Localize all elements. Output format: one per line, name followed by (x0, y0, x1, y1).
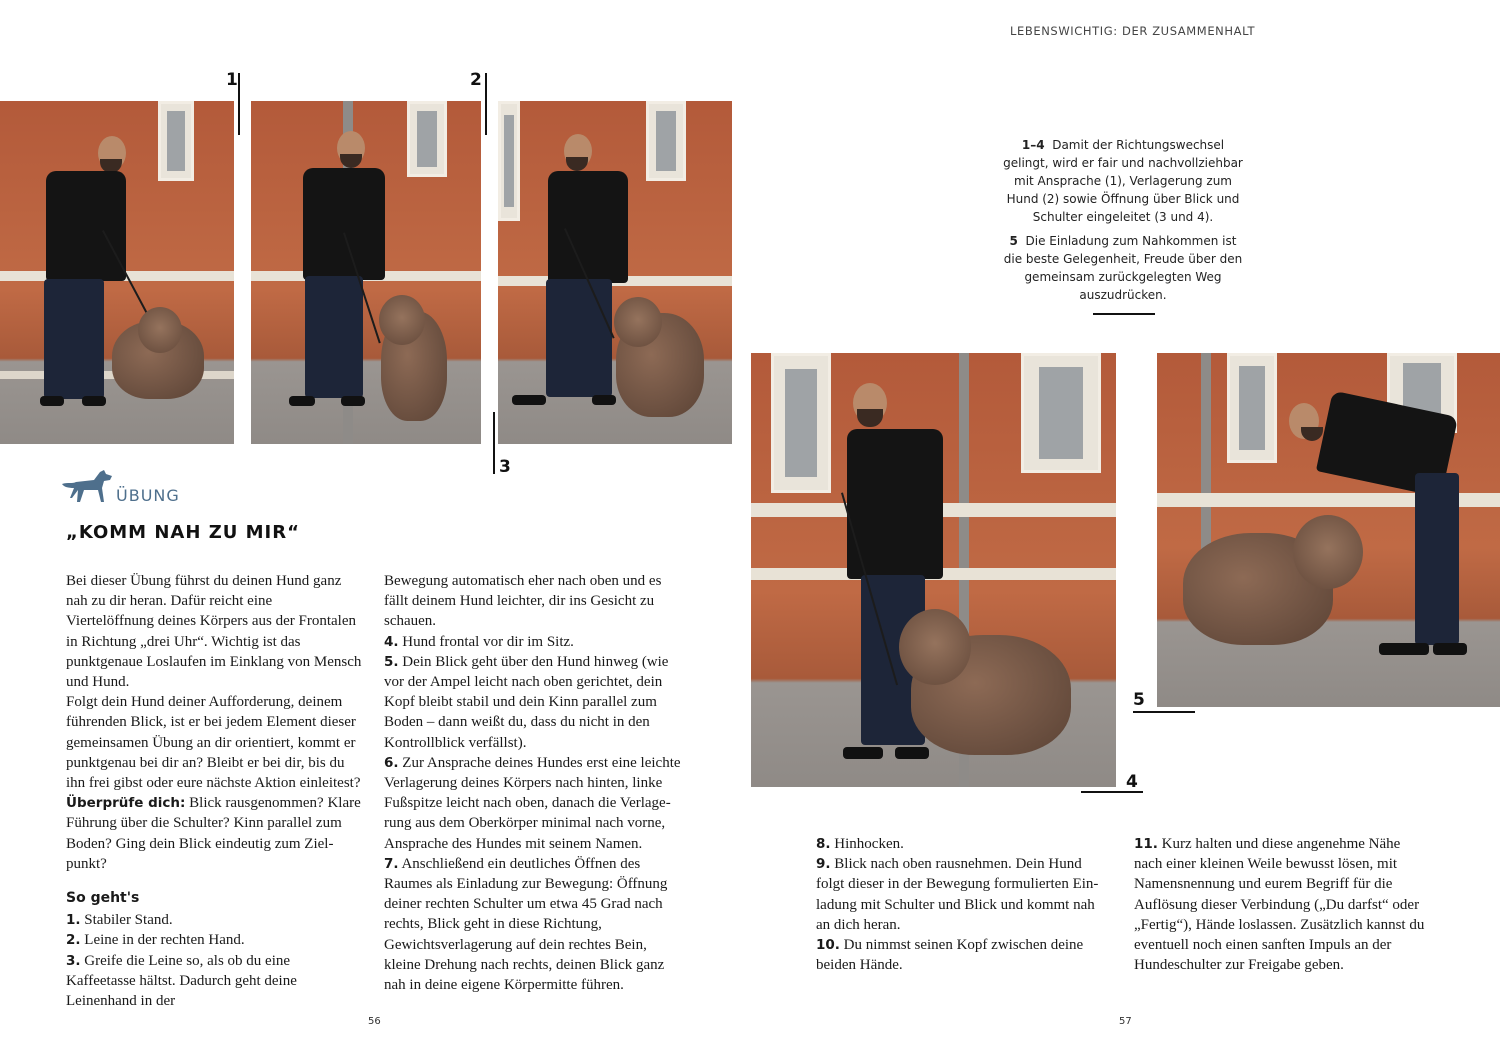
step-6: 6. Zur Ansprache deines Hundes erst eine leichte Verlagerung deines Körpers nach hinten, linke Fußspitze leicht nach oben, danach die Verlagerung aus dem Oberkörper minimal nach vorne, Ansprache des Hundes mit seinem Namen. (384, 754, 681, 852)
photo-number-5: 5 (1133, 690, 1145, 710)
running-header: LEBENSWICHTIG: DER ZUSAMMENHALT (1010, 24, 1256, 38)
step-10: 10. Du nimmst seinen Kopf zwischen deine beiden Hände. (816, 937, 1084, 974)
photo-2 (251, 101, 481, 444)
text-column-1 (66, 571, 362, 1011)
exercise-title: „KOMM NAH ZU MIR“ (66, 522, 300, 543)
exercise-label: ÜBUNG (116, 486, 180, 505)
paragraph-2: Folgt dein Hund deiner Aufforderung, deinem führenden Blick, ist er bei jedem Element dieser gemeinsamen Übung an dir orientiert, kommt er punktgenau bei dir an? Bleibt er bei dir, bis du ihn frei gibst oder eure nächste Aktion einleitest? (66, 694, 361, 792)
text-column-2 (384, 571, 684, 995)
photo-number-1: 1 (226, 70, 238, 90)
photo-marker-2 (485, 73, 487, 135)
self-check-paragraph: Überprüfe dich: Blick rausgenommen? Klare Führung über die Schulter? Kinn parallel zum Boden? Ging dein Blick eindeutig zum Zielpunkt? (66, 795, 361, 872)
photo-4 (751, 353, 1116, 787)
photo-5 (1157, 353, 1500, 707)
step-7: 7. Anschließend ein deutliches Öffnen des Raumes als Einladung zur Bewegung: Öffnung deiner rechten Schulter um etwa 45 Grad nach rechts, Blick geht in diese Richtung, Gewichtsverlagerung auf dein rechtes Bein, kleine Drehung nach rechts, deinen Blick ganz nah in deine eigene Körpermitte führen. (384, 855, 668, 994)
text-column-4 (1134, 834, 1430, 975)
photo-caption (1000, 136, 1246, 304)
step-4: 4. Hund frontal vor dir im Sitz. (384, 633, 574, 650)
photo-marker-5 (1133, 711, 1195, 713)
intro-paragraph: Bei dieser Übung führst du deinen Hund ganz nah zu dir heran. Dafür reicht eine Viertelöffnung deines Körpers aus der Frontalen in Richtung „drei Uhr“. Wichtig ist das punktgenaue Loslaufen im Einklang von Mensch und Hund. (66, 573, 362, 691)
photo-3 (498, 101, 732, 444)
step-2: 2. Leine in der rechten Hand. (66, 932, 245, 949)
step-5: 5. Dein Blick geht über den Hund hinweg (wie vor der Ampel leicht nach oben gerichtet, dein Kopf bleibt stabil und dein Kinn parallel zum Boden – dann weißt du, dass du nicht in den Kontrollblick verfällst). (384, 653, 669, 751)
page-number-right: 57 (1119, 1016, 1132, 1027)
step-8: 8. Hinhocken. (816, 836, 904, 852)
step-11: 11. Kurz halten und diese angenehme Nähe nach einer kleinen Weile bewusst lösen, mit Namensnennung und eurem Begriff für die Auflösung dieser Verbindung („Du darfst“ oder „Fertig“), Hände loslassen. Zusätzlich kannst du eventuell noch einen sanften Impuls an der Hundeschulter zur Freigabe geben. (1134, 836, 1425, 974)
photo-number-3: 3 (499, 457, 511, 477)
step-1: 1. Stabiler Stand. (66, 912, 173, 929)
dog-icon (60, 468, 114, 506)
caption-5: 5 Die Einladung zum Nahkommen ist die beste Gelegenheit, Freude über den gemeinsam zurückgelegten Weg auszudrücken. (1003, 234, 1243, 302)
caption-1-4: 1–4 Damit der Richtungswechsel gelingt, wird er fair und nachvollziehbar mit Ansprache (1), Verlagerung zum Hund (2) sowie Öffnung über Blick und Schulter eingeleitet (3 und 4). (1003, 138, 1243, 224)
step-3-continued: Bewegung automatisch eher nach oben und es fällt deinem Hund leichter, dir ins Gesicht zu schauen. (384, 573, 662, 630)
steps-subheading: So geht's (66, 890, 140, 907)
photo-number-4: 4 (1126, 772, 1138, 792)
step-3: 3. Greife die Leine so, als ob du eine Kaffeetasse hältst. Dadurch geht deine Leinenhand in der (66, 952, 297, 1010)
step-9: 9. Blick nach oben rausnehmen. Dein Hund folgt dieser in der Bewegung formulierten Einladung mit Schulter und Blick und kommt nah an dich heran. (816, 856, 1099, 933)
photo-1 (0, 101, 234, 444)
photo-number-2: 2 (470, 70, 482, 90)
text-column-3 (816, 834, 1106, 975)
photo-marker-3 (493, 412, 495, 474)
caption-divider (1093, 313, 1155, 315)
page-number-left: 56 (368, 1016, 381, 1027)
photo-marker-1 (238, 73, 240, 135)
